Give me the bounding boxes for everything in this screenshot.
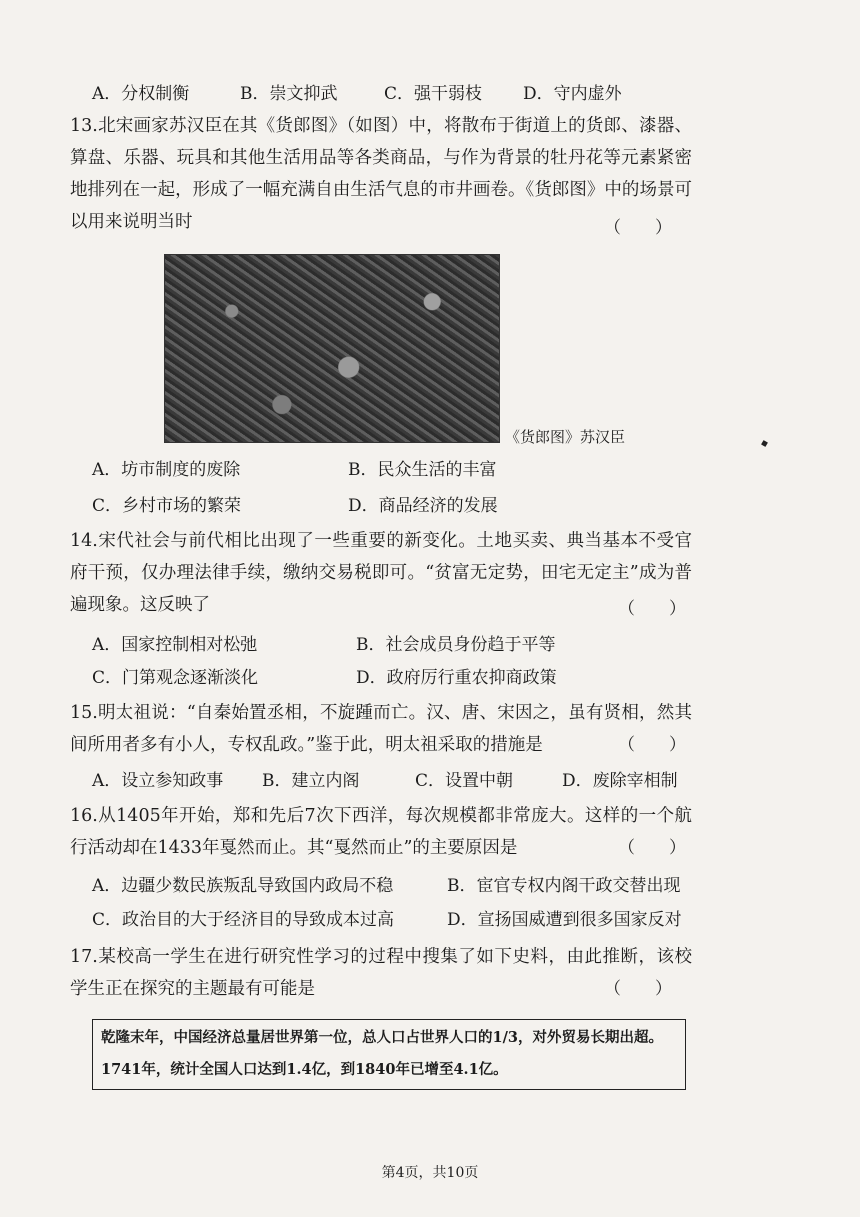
q16-option-a: A．边疆少数民族叛乱导致国内政局不稳 xyxy=(92,876,394,896)
q15-option-d: D．废除宰相制 xyxy=(562,771,678,791)
q12-option-d: D．守内虚外 xyxy=(523,84,622,104)
q14-stem: 14.宋代社会与前代相比出现了一些重要的新变化。土地买卖、典当基本不受官府干预，仅办理法律手续，缴纳交易税即可。“贫富无定势，田宅无定主”成为普遍现象。这反映了 xyxy=(70,531,692,615)
q12-option-c: C．强干弱枝 xyxy=(384,84,483,104)
q16-option-b: B．宦官专权内阁干政交替出现 xyxy=(447,876,681,896)
historical-source-box xyxy=(92,1019,686,1090)
q15-option-c: C．设置中朝 xyxy=(415,771,514,791)
q16-stem: 16.从1405年开始，郑和先后7次下西洋，每次规模都非常庞大。这样的一个航行活动却在1433年戛然而止。其“戛然而止”的主要原因是 xyxy=(70,806,692,858)
q14-option-b: B．社会成员身份趋于平等 xyxy=(356,635,556,655)
q14-answer-bracket: （ ） xyxy=(618,599,686,619)
page-footer: 第4页，共10页 xyxy=(381,1165,479,1181)
huolang-painting-image xyxy=(164,254,500,443)
q13-option-a: A．坊市制度的废除 xyxy=(92,460,241,480)
q13-answer-bracket: （ ） xyxy=(604,218,672,238)
q16-option-d: D．宣扬国威遭到很多国家反对 xyxy=(447,910,682,930)
q15-answer-bracket: （ ） xyxy=(618,735,686,755)
q13-option-d: D．商品经济的发展 xyxy=(348,496,498,516)
source-line-2: 1741年，统计全国人口达到1.4亿，到1840年已增至4.1亿。 xyxy=(101,1061,508,1078)
q16-answer-bracket: （ ） xyxy=(618,838,686,858)
q16-option-c: C．政治目的大于经济目的导致成本过高 xyxy=(92,910,395,930)
q12-option-a: A．分权制衡 xyxy=(92,84,190,104)
q15-option-b: B．建立内阁 xyxy=(262,771,360,791)
q13-option-c: C．乡村市场的繁荣 xyxy=(92,496,242,516)
q13-option-b: B．民众生活的丰富 xyxy=(348,460,497,480)
q13-stem: 13.北宋画家苏汉臣在其《货郎图》（如图）中，将散布于街道上的货郎、漆器、算盘、乐器、玩具和其他生活用品等各类商品，与作为背景的牡丹花等元素紧密地排列在一起，形成了一幅充满自由生活气息的市井画卷。《货郎图》中的场景可以用来说明当时 xyxy=(70,116,692,232)
q12-option-b: B．崇文抑武 xyxy=(240,84,338,104)
ink-dot xyxy=(761,440,768,447)
q17-answer-bracket: （ ） xyxy=(604,979,672,999)
q14-option-d: D．政府厉行重农抑商政策 xyxy=(356,668,557,688)
q14-option-a: A．国家控制相对松弛 xyxy=(92,635,258,655)
painting-caption: 《货郎图》苏汉臣 xyxy=(505,428,626,446)
source-line-1: 乾隆末年，中国经济总量居世界第一位，总人口占世界人口的1/3，对外贸易长期出超。 xyxy=(101,1029,663,1046)
q15-stem: 15.明太祖说：“自秦始置丞相，不旋踵而亡。汉、唐、宋因之，虽有贤相，然其间所用者多有小人，专权乱政。”鉴于此，明太祖采取的措施是 xyxy=(70,703,692,755)
q15-option-a: A．设立参知政事 xyxy=(92,771,224,791)
q14-option-c: C．门第观念逐渐淡化 xyxy=(92,668,259,688)
q17-stem: 17.某校高一学生在进行研究性学习的过程中搜集了如下史料，由此推断，该校学生正在探究的主题最有可能是 xyxy=(70,947,692,999)
